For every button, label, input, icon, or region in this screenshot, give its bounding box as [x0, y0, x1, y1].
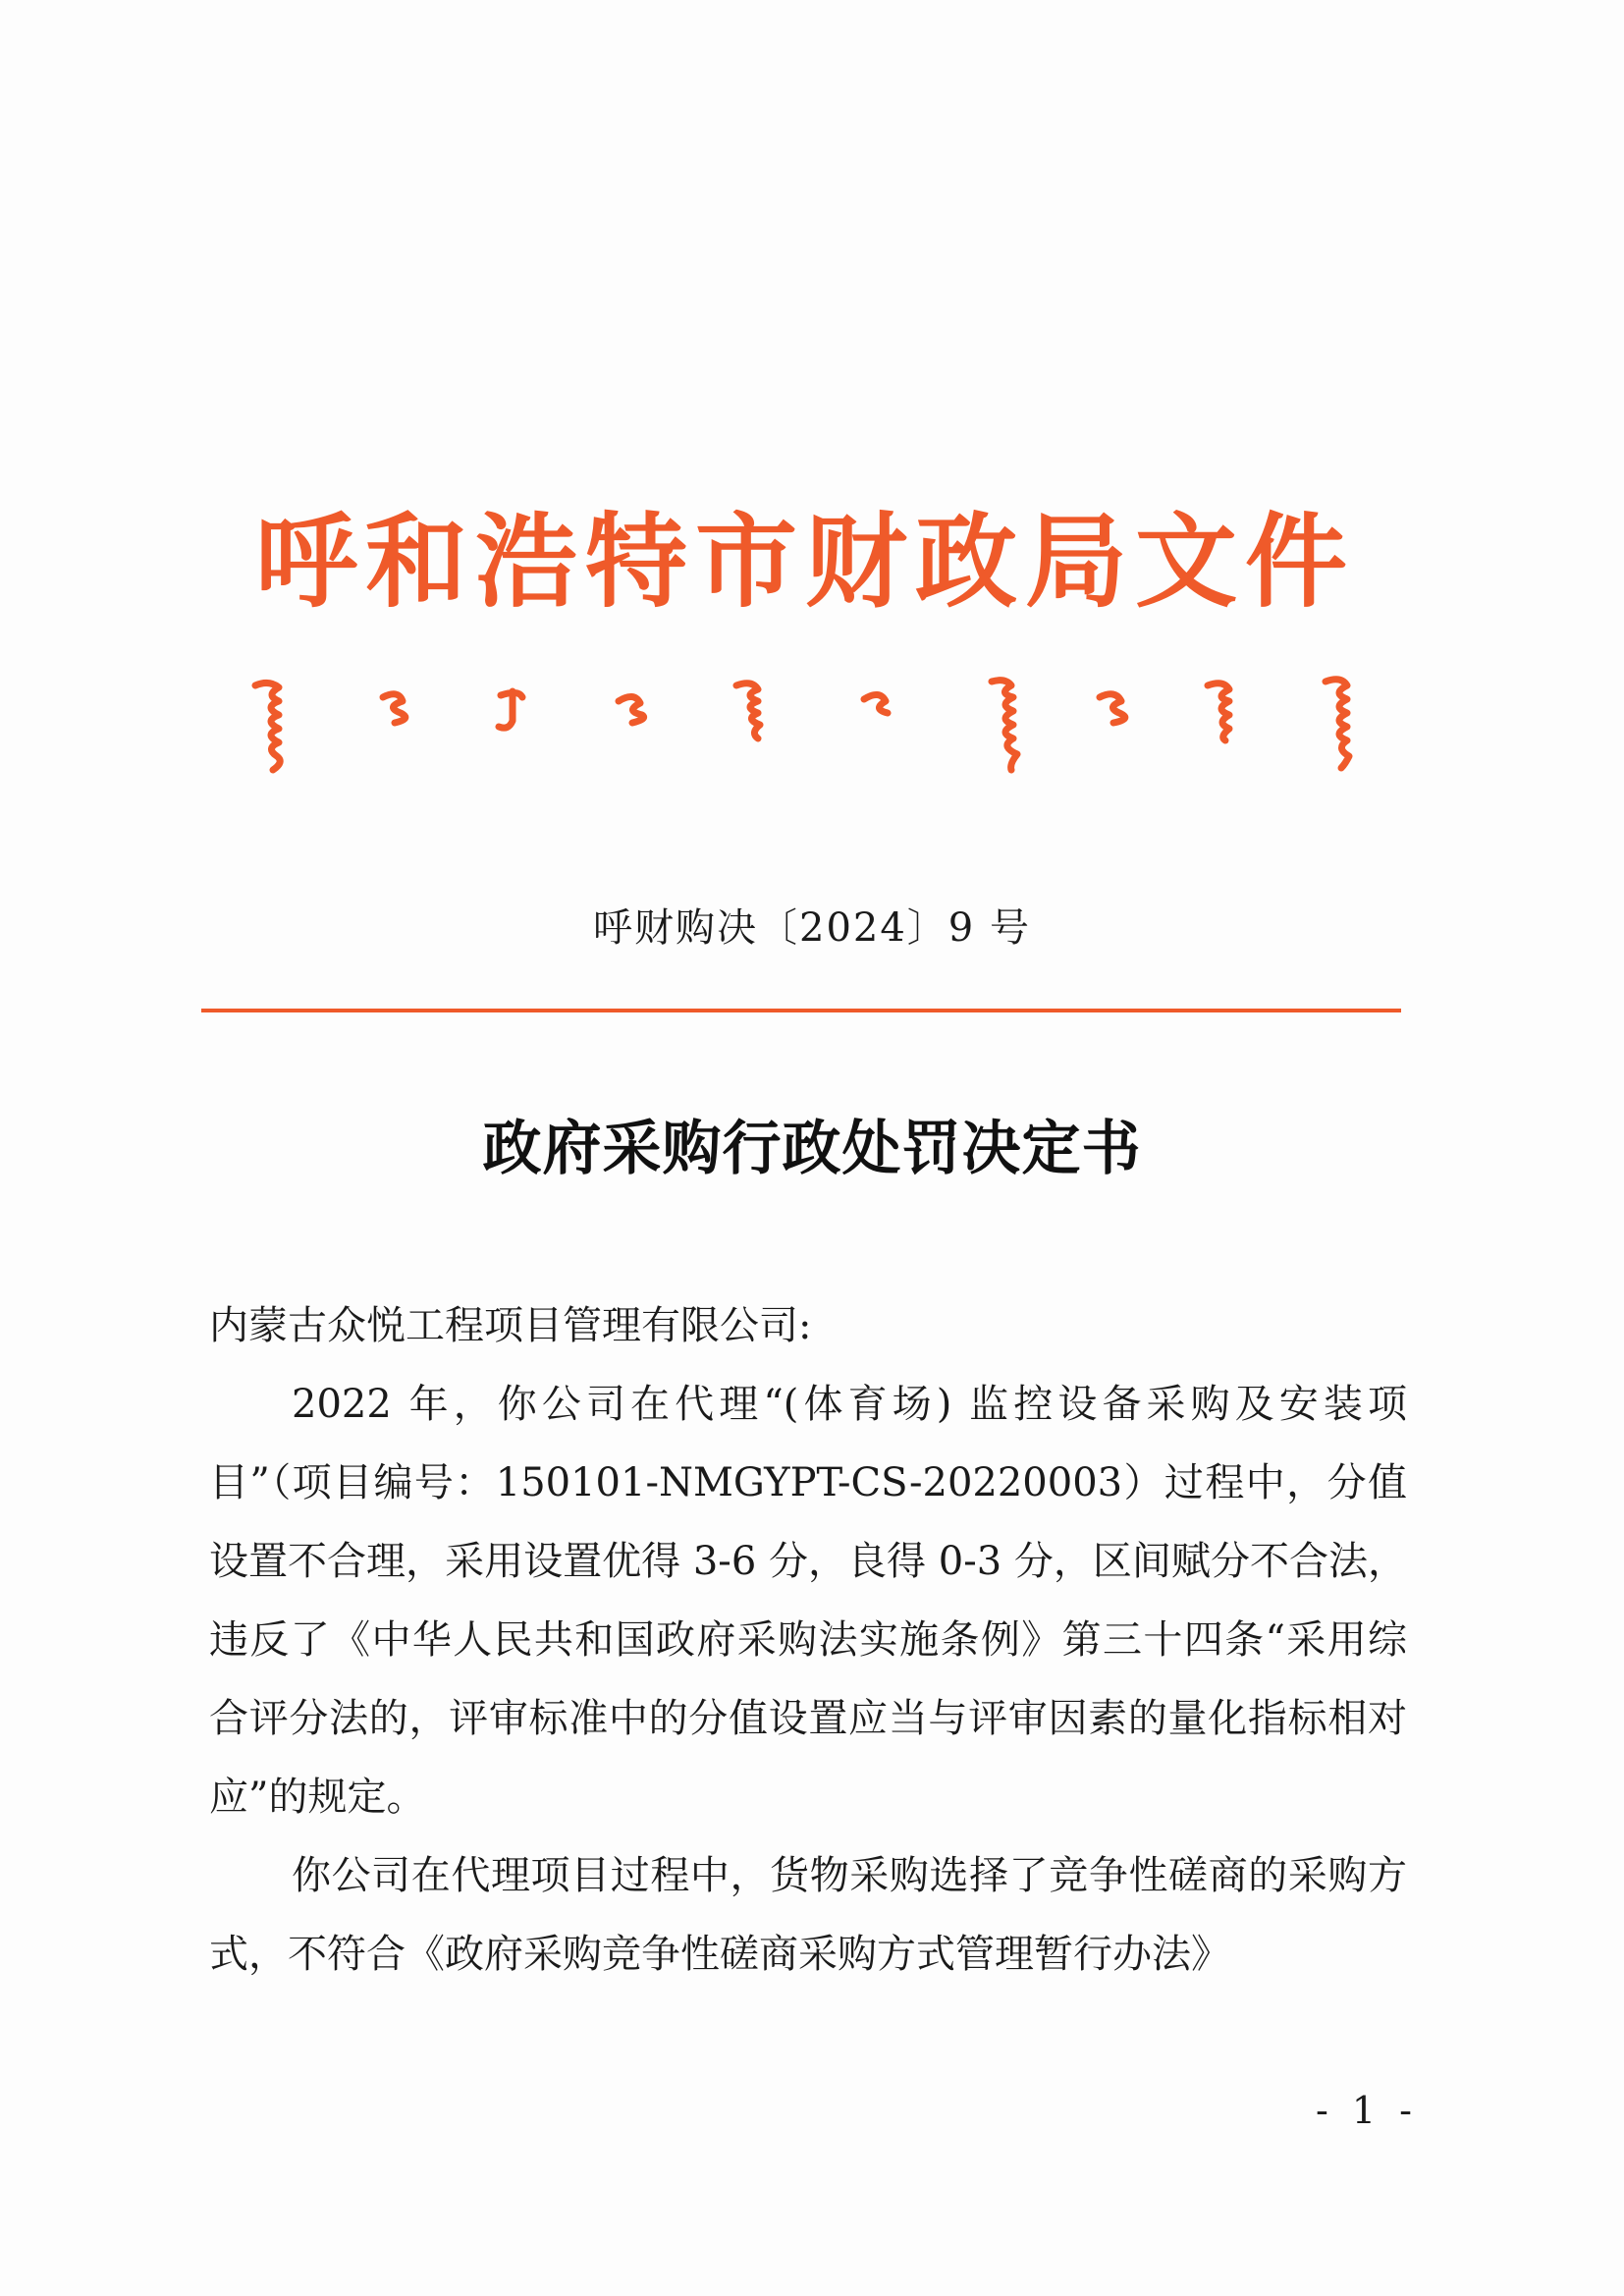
mongolian-script-line: [236, 668, 1375, 786]
body-paragraph: 你公司在代理项目过程中，货物采购选择了竞争性磋商的采购方式，不符合《政府采购竞争性磋商采购方式管理暂行办法》: [209, 1853, 1407, 1977]
document-title: 政府采购行政处罚决定书: [482, 1115, 1142, 1183]
document-number: 呼财购决〔2024〕9 号: [593, 905, 1031, 951]
issuer-letterhead-title: 呼和浩特市财政局文件: [254, 501, 1355, 622]
document-body: [209, 1286, 1407, 1994]
body-paragraph: 2022 年，你公司在代理“(体育场) 监控设备采购及安装项目”（项目编号：150101-NMGYPT-CS-20220003）过程中，分值设置不合理，采用设置优得 3-6 分，良得 0-3 分，区间赋分不合法，违反了《中华人民共和国政府采购法实施条例》第三十四条“采用综合评分法的，评审标准中的分值设置应当与评审因素的量化指标相对应”的规定。: [209, 1382, 1407, 1820]
page-number: - 1 -: [1316, 2089, 1419, 2132]
addressee: 内蒙古众悦工程项目管理有限公司:: [209, 1303, 812, 1348]
letterhead-divider: [201, 1009, 1401, 1012]
